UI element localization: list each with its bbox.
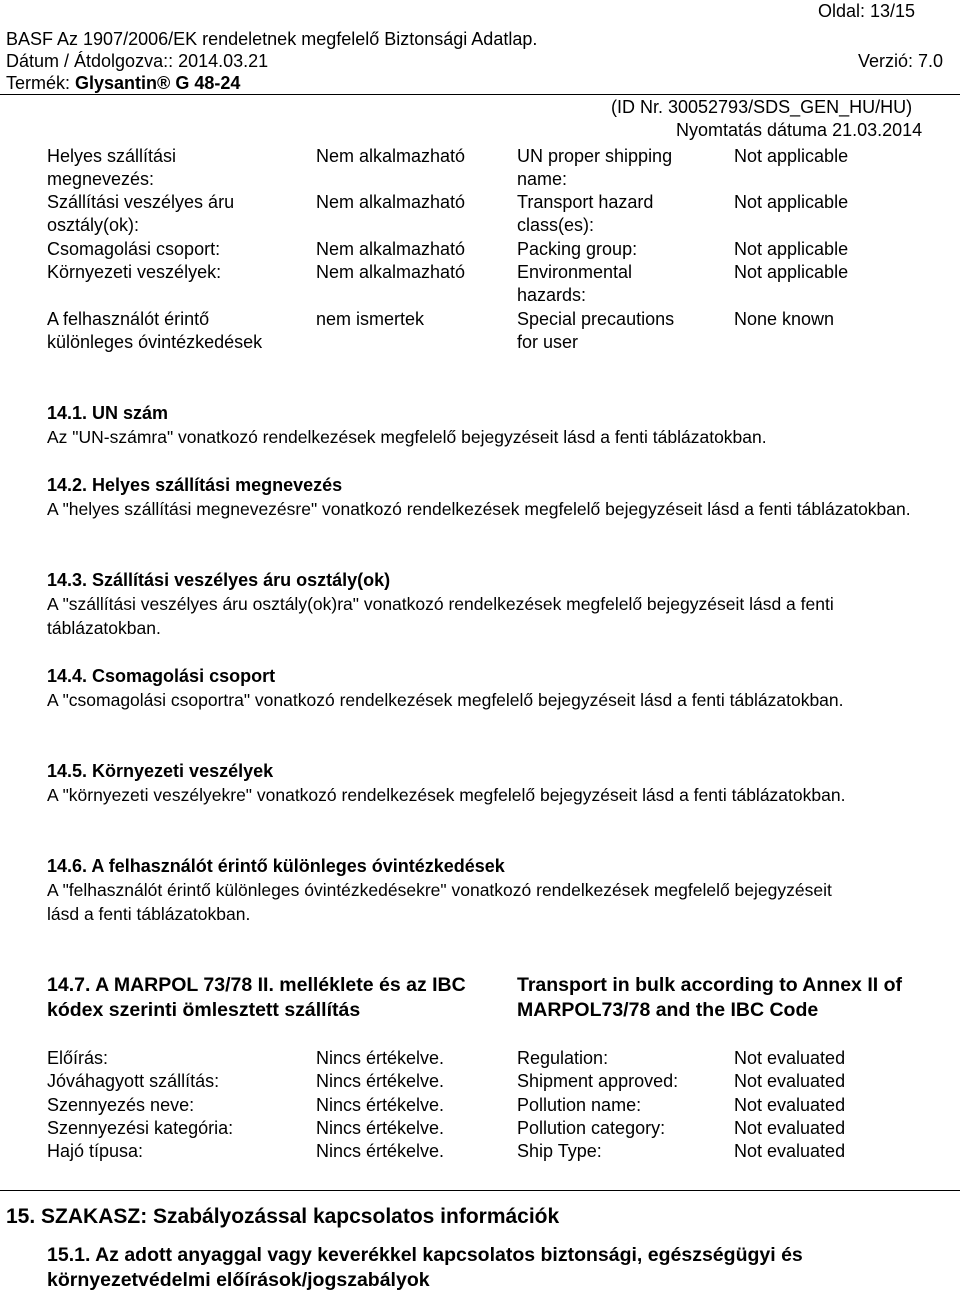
marpol-hu-label: Szennyezési kategória:	[47, 1118, 234, 1138]
table-row-hu-value: Nem alkalmazható	[316, 239, 466, 259]
table-row-hu-label: A felhasználót érintő	[47, 309, 210, 329]
table-row-en-value: Not applicable	[734, 146, 849, 166]
version: Verzió: 7.0	[858, 51, 944, 71]
marpol-hu-label: Előírás:	[47, 1048, 109, 1068]
table-row-hu-label: megnevezés:	[47, 169, 155, 189]
table-row-en-label: Transport hazard	[517, 192, 654, 212]
marpol-hu-value: Nincs értékelve.	[316, 1048, 445, 1068]
marpol-en-label: Pollution category:	[517, 1118, 666, 1138]
marpol-en-label: Ship Type:	[517, 1141, 602, 1161]
print-date: Nyomtatás dátuma 21.03.2014	[676, 120, 923, 140]
section-body-14-2: A "helyes szállítási megnevezésre" vonatkozó rendelkezések megfelelő bejegyzéseit lásd a fenti táblázatokban.	[47, 499, 911, 519]
marpol-en-value: Not evaluated	[734, 1118, 846, 1138]
table-row-hu-value: nem ismertek	[316, 309, 425, 329]
product-prefix: Termék:	[6, 73, 76, 93]
marpol-en-value: Not evaluated	[734, 1095, 846, 1115]
page-number: Oldal: 13/15	[818, 1, 916, 21]
marpol-title-hu: 14.7. A MARPOL 73/78 II. melléklete és az IBC kódex szerinti ömlesztett szállítás	[47, 974, 466, 1021]
table-row-en-label: Packing group:	[517, 239, 638, 259]
table-row-en-value: Not applicable	[734, 239, 849, 259]
marpol-hu-label: Szennyezés neve:	[47, 1095, 195, 1115]
table-row-en-label: Special precautions	[517, 309, 675, 329]
section-body-14-5: A "környezeti veszélyekre" vonatkozó rendelkezések megfelelő bejegyzéseit lásd a fenti táblázatokban.	[47, 785, 846, 805]
marpol-title-en: Transport in bulk according to Annex II of MARPOL73/78 and the IBC Code	[517, 974, 902, 1021]
section-title-14-2: 14.2. Helyes szállítási megnevezés	[47, 475, 343, 495]
marpol-en-label: Regulation:	[517, 1048, 609, 1068]
section-title-14-4: 14.4. Csomagolási csoport	[47, 666, 276, 686]
section-divider	[0, 1190, 960, 1191]
table-row-en-label: hazards:	[517, 285, 587, 305]
table-row-en-label: class(es):	[517, 215, 595, 235]
product-name: Glysantin	[75, 73, 158, 93]
marpol-en-value: Not evaluated	[734, 1071, 846, 1091]
product-line	[6, 72, 240, 94]
marpol-hu-value: Nincs értékelve.	[316, 1118, 445, 1138]
marpol-en-label: Pollution name:	[517, 1095, 642, 1115]
table-row-en-label: UN proper shipping	[517, 146, 673, 166]
marpol-hu-value: Nincs értékelve.	[316, 1095, 445, 1115]
marpol-hu-value: Nincs értékelve.	[316, 1071, 445, 1091]
table-row-en-value: Not applicable	[734, 192, 849, 212]
registered-mark: ®	[157, 73, 171, 93]
marpol-hu-label: Hajó típusa:	[47, 1141, 144, 1161]
table-row-en-value: None known	[734, 309, 835, 329]
revision-date: Dátum / Átdolgozva:: 2014.03.21	[6, 51, 269, 71]
table-row-hu-value: Nem alkalmazható	[316, 146, 466, 166]
section-body-14-1: Az "UN-számra" vonatkozó rendelkezések megfelelő bejegyzéseit lásd a fenti táblázatokban.	[47, 427, 767, 447]
section-15-1-title: 15.1. Az adott anyaggal vagy keverékkel kapcsolatos biztonsági, egészségügyi és környezetvédelmi előírások/jogszabályok	[47, 1244, 803, 1291]
table-row-en-value: Not applicable	[734, 262, 849, 282]
marpol-en-label: Shipment approved:	[517, 1071, 679, 1091]
table-row-hu-value: Nem alkalmazható	[316, 262, 466, 282]
section-title-14-3: 14.3. Szállítási veszélyes áru osztály(ok)	[47, 570, 391, 590]
table-row-hu-label: Csomagolási csoport:	[47, 239, 221, 259]
product-code: G 48-24	[170, 73, 241, 93]
section-title-14-5: 14.5. Környezeti veszélyek	[47, 761, 274, 781]
table-row-en-label: Environmental	[517, 262, 633, 282]
marpol-hu-label: Jóváhagyott szállítás:	[47, 1071, 220, 1091]
section-15-title: 15. SZAKASZ: Szabályozással kapcsolatos információk	[6, 1205, 560, 1228]
marpol-hu-value: Nincs értékelve.	[316, 1141, 445, 1161]
table-row-hu-label: Helyes szállítási	[47, 146, 177, 166]
marpol-en-value: Not evaluated	[734, 1048, 846, 1068]
section-body-14-6: A "felhasználót érintő különleges óvintézkedésekre" vonatkozó rendelkezések megfelelő bejegyzéseit lásd a fenti táblázatokban.	[47, 880, 832, 924]
regulation-title: BASF Az 1907/2006/EK rendeletnek megfelelő Biztonsági Adatlap.	[6, 29, 538, 49]
table-row-en-label: name:	[517, 169, 568, 189]
section-body-14-3: A "szállítási veszélyes áru osztály(ok)ra" vonatkozó rendelkezések megfelelő bejegyzéseit lásd a fenti táblázatokban.	[47, 594, 834, 638]
header-divider	[0, 94, 960, 95]
section-title-14-1: 14.1. UN szám	[47, 403, 169, 423]
table-row-hu-label: Szállítási veszélyes áru	[47, 192, 235, 212]
table-row-en-label: for user	[517, 332, 579, 352]
marpol-en-value: Not evaluated	[734, 1141, 846, 1161]
section-title-14-6: 14.6. A felhasználót érintő különleges óvintézkedések	[47, 856, 505, 876]
document-id: (ID Nr. 30052793/SDS_GEN_HU/HU)	[611, 97, 913, 117]
table-row-hu-label: osztály(ok):	[47, 215, 140, 235]
table-row-hu-value: Nem alkalmazható	[316, 192, 466, 212]
section-body-14-4: A "csomagolási csoportra" vonatkozó rendelkezések megfelelő bejegyzéseit lásd a fenti táblázatokban.	[47, 690, 844, 710]
table-row-hu-label: különleges óvintézkedések	[47, 332, 263, 352]
table-row-hu-label: Környezeti veszélyek:	[47, 262, 222, 282]
